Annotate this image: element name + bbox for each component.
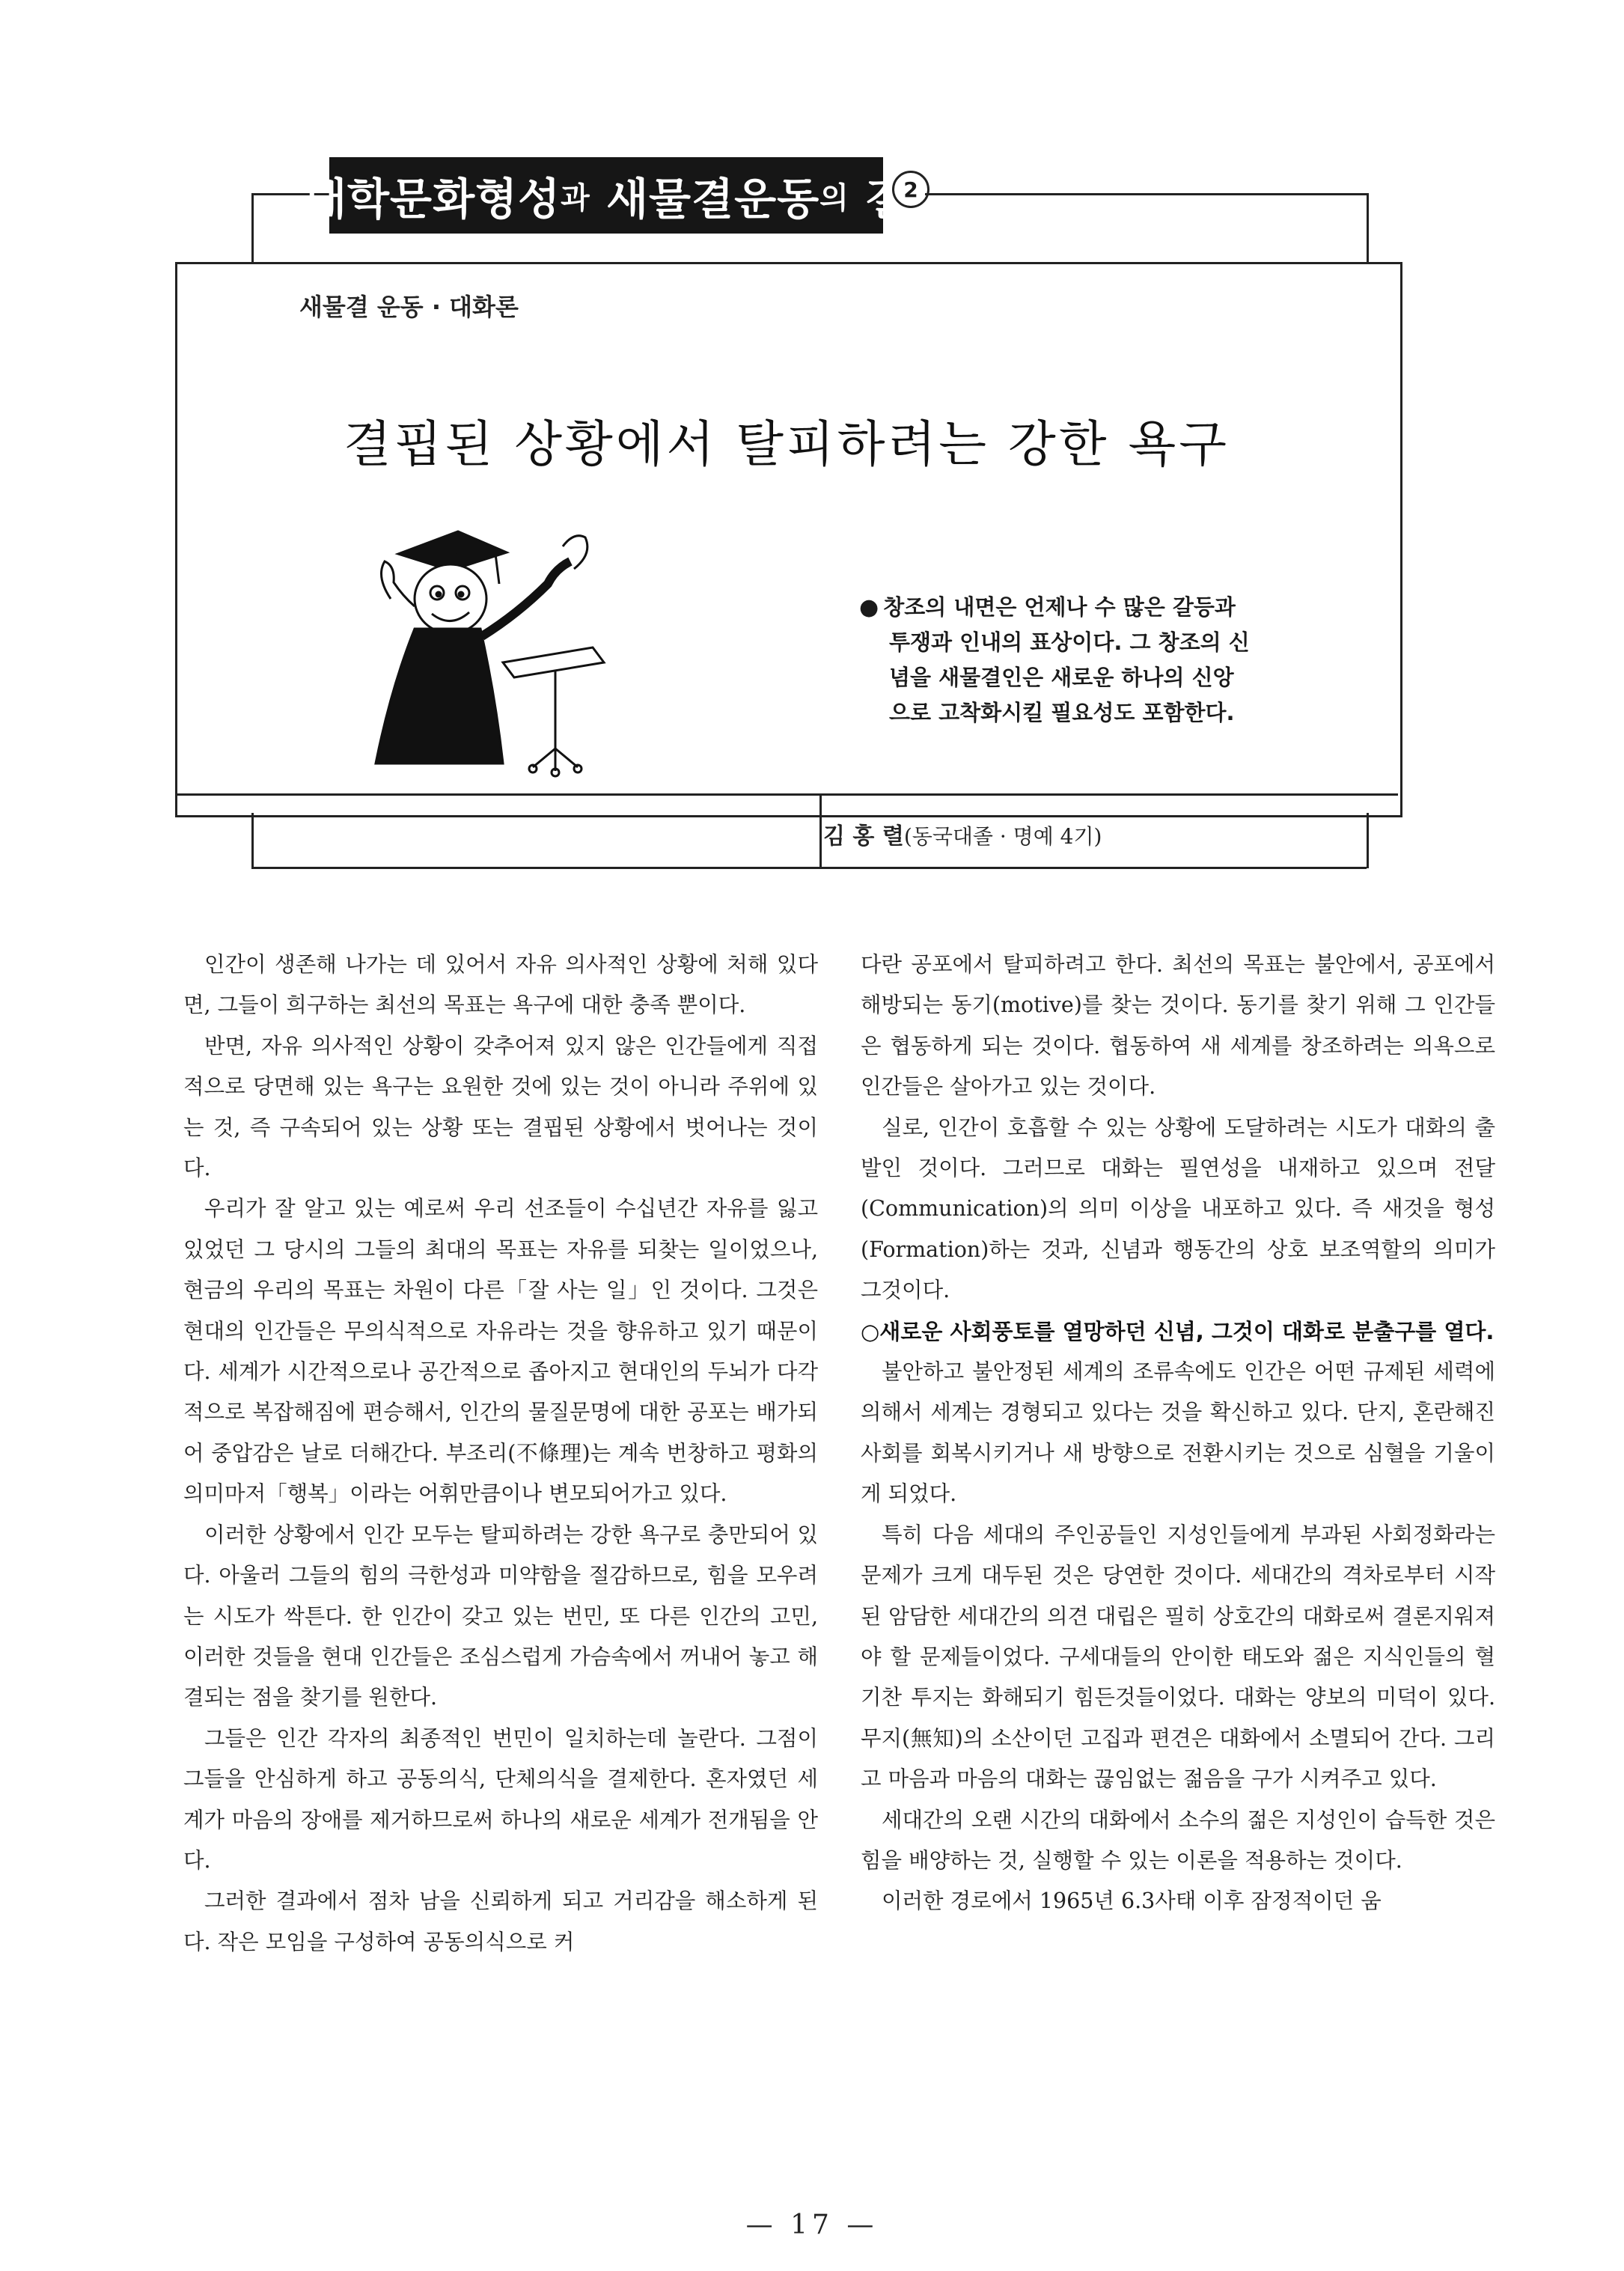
author-affiliation: (동국대졸 · 명예 4기) (903, 824, 1102, 849)
article-kicker: 새물결 운동 · 대화론 (299, 293, 519, 321)
graduate-cartoon-illustration (346, 524, 630, 778)
header-divider (175, 793, 1398, 796)
body-paragraph: 우리가 잘 알고 있는 예로써 우리 선조들이 수십년간 자유를 잃고 있었던 그 당시의 그들의 최대의 목표는 자유를 되찾는 일이었으나, 현금의 우리의 목표는 차원이 다른「잘 사는 일」인 것이다. 그것은 현대의 인간들은 무의식적으로 자유라는 것을 향유하고 있기 때문이다. 세계가 시간적으로나 공간적으로 좁아지고 현대인의 두뇌가 다각적으로 복잡해짐에 편승해서, 인간의 물질문명에 대한 공포는 배가되어 중압감은 날로 더해간다. 부조리(不條理)는 계속 번창하고 평화의 의미마저「행복」이라는 어휘만큼이나 변모되어가고 있다. (183, 1196, 818, 1507)
body-paragraph: 불안하고 불안정된 세계의 조류속에도 인간은 어떤 규제된 세력에 의해서 세계는 경형되고 있다는 것을 확신하고 있다. 단지, 혼란해진 사회를 회복시키거나 새 방향으로 전환시키는 것으로 심혈을 기울이게 되었다. (861, 1359, 1495, 1507)
author-box-left (819, 793, 822, 868)
body-paragraph: 그들은 인간 각자의 최종적인 번민이 일치하는데 놀란다. 그점이 그들을 안심하게 하고 공동의식, 단체의식을 결제한다. 혼자였던 세계가 마음의 장애를 제거하므로써 하나의 새로운 세계가 전개됨을 안다. (183, 1725, 818, 1873)
body-paragraph: 실로, 인간이 호흡할 수 있는 상황에 도달하려는 시도가 대화의 출발인 것이다. 그러므로 대화는 필연성을 내재하고 있으며 전달(Communication)의 의미 이상을 내포하고 있다. 즉 새것을 형성(Formation)하는 것과, 신념과 행동간의 상호 보조역할의 의미가 그것이다. (861, 1115, 1495, 1303)
article-body-left-column (183, 945, 818, 1963)
masthead-rule-left-drop (251, 193, 254, 262)
header-bottom-rule-right (1367, 813, 1369, 868)
article-lead-summary: ● 창조의 내면은 언제나 수 많은 갈등과 투쟁과 인내의 표상이다. 그 창조의 신 념을 새물결인은 새로운 하나의 신앙 으로 고착화시킬 필요성도 포함한다. (859, 594, 1250, 725)
masthead-rule-right-drop (1367, 193, 1369, 262)
body-paragraph: 그러한 결과에서 점차 남을 신뢰하게 되고 거리감을 해소하게 된다. 작은 모임을 구성하여 공동의식으로 커 (183, 1889, 818, 1954)
author-byline (823, 817, 1102, 850)
page-number: — 17 — (745, 2210, 879, 2240)
section-subheading: ○새로운 사회풍토를 열망하던 신념, 그것이 대화로 분출구를 열다. (861, 1318, 1495, 1344)
lead-bullet-icon: ● (859, 594, 879, 621)
masthead-rule-right (925, 193, 1367, 195)
body-paragraph: 다란 공포에서 탈피하려고 한다. 최선의 목표는 불안에서, 공포에서 해방되는 동기(motive)를 찾는 것이다. 동기를 찾기 위해 그 인간들은 협동하게 되는 것이다. 협동하여 새 세계를 창조하려는 의욕으로 인간들은 살아가고 있는 것이다. (861, 952, 1495, 1100)
series-number: 2 (892, 171, 929, 208)
body-paragraph: 세대간의 오랜 시간의 대화에서 소수의 젊은 지성인이 습득한 것은 힘을 배양하는 것, 실행할 수 있는 이론을 적용하는 것이다. (861, 1807, 1495, 1873)
author-name: 김 홍 렬 (823, 823, 904, 850)
header-bottom-rule-left (251, 813, 254, 868)
series-title: 대학문화형성 과 새물결운동 의 길 (329, 157, 883, 234)
header-bottom-rule (251, 867, 1367, 869)
article-headline: 결핍된 상황에서 탈피하려는 강한 욕구 (343, 415, 1230, 473)
article-body-right-column (861, 945, 1495, 1922)
body-paragraph: 특히 다음 세대의 주인공들인 지성인들에게 부과된 사회정화라는 문제가 크게 대두된 것은 당연한 것이다. 세대간의 격차로부터 시작된 암담한 세대간의 의견 대립은 필히 상호간의 대화로써 결론지워져야 할 문제들이었다. 구세대들의 안이한 태도와 젊은 지식인들의 혈기찬 투지는 화해되기 힘든것들이었다. 대화는 양보의 미덕이 있다. 무지(無知)의 소산이던 고집과 편견은 대화에서 소멸되어 간다. 그리고 마음과 마음의 대화는 끊임없는 젊음을 구가 시켜주고 있다. (861, 1522, 1495, 1792)
body-paragraph: 반면, 자유 의사적인 상황이 갖추어져 있지 않은 인간들에게 직접적으로 당면해 있는 욕구는 요원한 것에 있는 것이 아니라 주위에 있는 것, 즉 구속되어 있는 상황 또는 결핍된 상황에서 벗어나는 것이다. (183, 1033, 818, 1181)
body-paragraph: 이러한 상황에서 인간 모두는 탈피하려는 강한 욕구로 충만되어 있다. 아울러 그들의 힘의 극한성과 미약함을 절감하므로, 힘을 모우려는 시도가 싹튼다. 한 인간이 갖고 있는 번민, 또 다른 인간의 고민, 이러한 것들을 현대 인간들은 조심스럽게 가슴속에서 꺼내어 놓고 해결되는 점을 찾기를 원한다. (183, 1522, 818, 1710)
body-paragraph: 이러한 경로에서 1965년 6.3사태 이후 잠정적이던 움 (882, 1889, 1382, 1914)
body-paragraph: 인간이 생존해 나가는 데 있어서 자유 의사적인 상황에 처해 있다면, 그들이 희구하는 최선의 목표는 욕구에 대한 충족 뿐이다. (183, 952, 818, 1018)
